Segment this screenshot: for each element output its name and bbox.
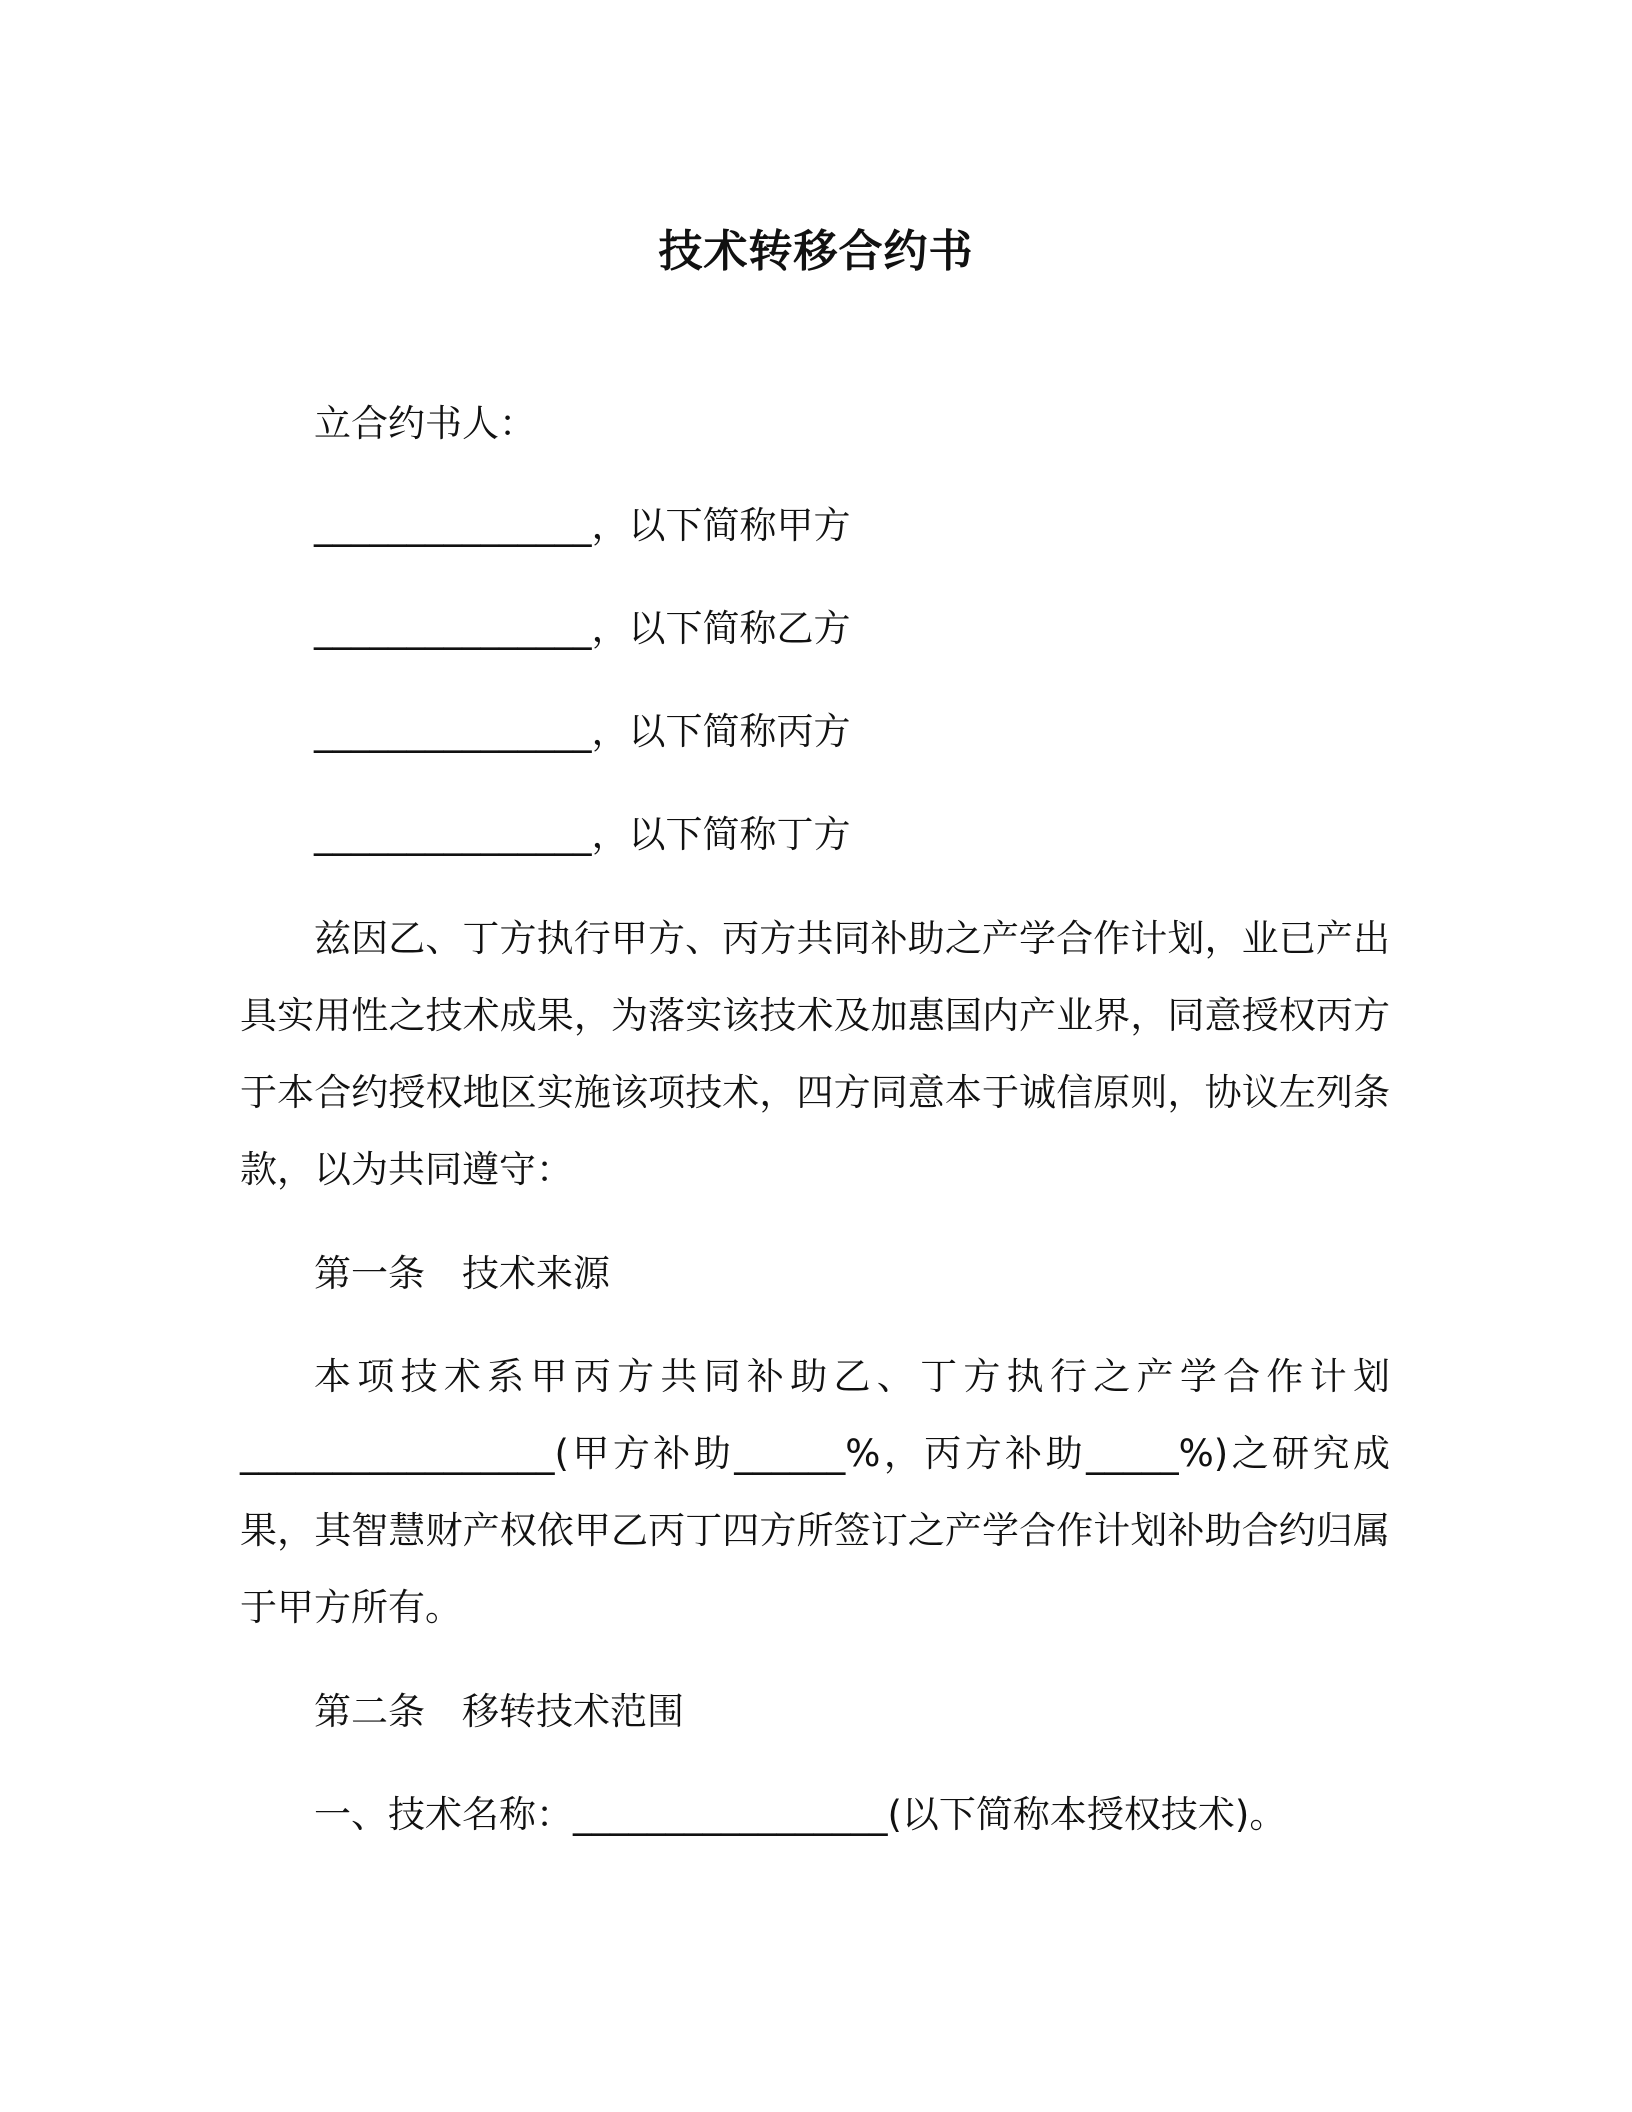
party-line-bing: _______________，以下简称丙方 [314, 710, 851, 753]
party-line-yi: _______________，以下简称乙方 [314, 607, 851, 650]
party-line-jia: _______________，以下简称甲方 [314, 504, 851, 547]
article2-heading: 第二条 移转技术范围 [314, 1690, 684, 1733]
intro-label: 立合约书人： [314, 402, 536, 445]
article1-heading: 第一条 技术来源 [314, 1252, 610, 1295]
article1-body: 本项技术系甲丙方共同补助乙、丁方执行之产学合作计划_________________(甲方补助______%，丙方补助_____%)之研究成果，其智慧财产权依甲乙丙丁四方所签订之产学合作计划补助合约归属于甲方所有。 [240, 1355, 1390, 1629]
party-line-ding: _______________，以下简称丁方 [314, 813, 851, 856]
preamble-paragraph: 兹因乙、丁方执行甲方、丙方共同补助之产学合作计划，业已产出具实用性之技术成果，为落实该技术及加惠国内产业界，同意授权丙方于本合约授权地区实施该项技术，四方同意本于诚信原则，协议左列条款，以为共同遵守： [240, 917, 1390, 1191]
article2-item1: 一、技术名称：_________________(以下简称本授权技术)。 [314, 1793, 1287, 1836]
document-title: 技术转移合约书 [658, 226, 974, 277]
